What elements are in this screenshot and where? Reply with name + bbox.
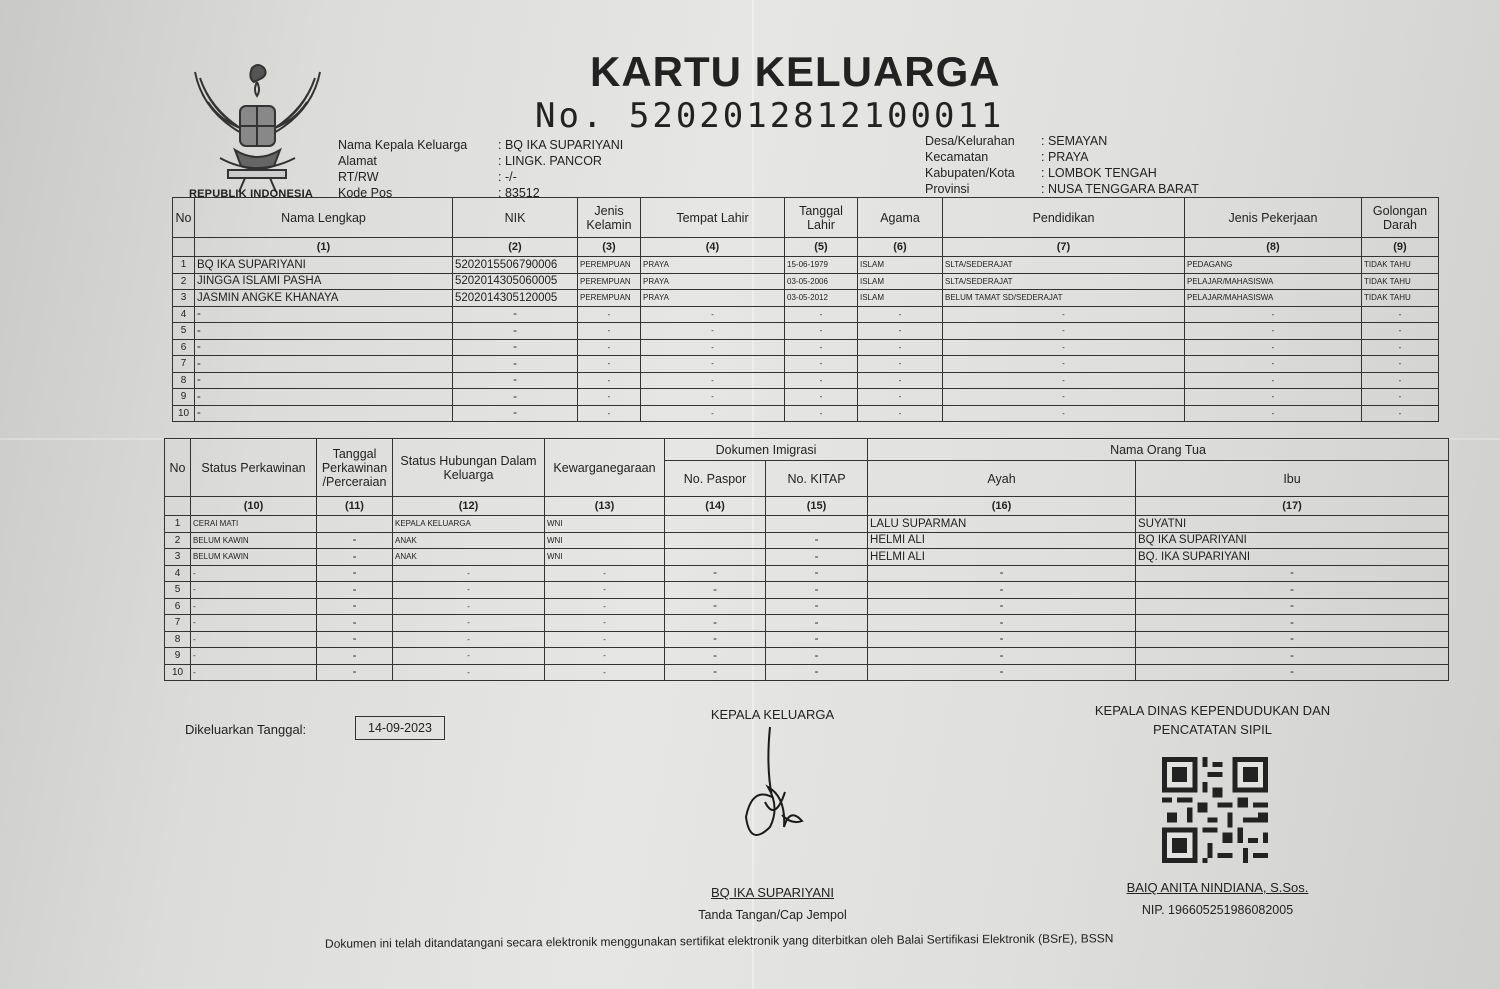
family-status-table — [164, 438, 1449, 681]
status-row — [165, 532, 1449, 549]
table-cell: LALU SUPARMAN — [868, 516, 1136, 533]
table-cell: SLTA/SEDERAJAT — [943, 257, 1185, 274]
table-cell: - — [943, 372, 1185, 389]
col-number: (11) — [317, 497, 393, 516]
row-number: 3 — [165, 549, 191, 566]
header-field: Provinsi : NUSA TENGGARA BARAT — [925, 182, 1199, 196]
table-cell: 5202014305060005 — [453, 273, 578, 290]
table-cell: BQ IKA SUPARIYANI — [195, 257, 453, 274]
col-header: Ayah — [868, 461, 1136, 497]
table-cell: ANAK — [393, 532, 545, 549]
row-number: 10 — [165, 664, 191, 681]
table-cell: - — [943, 405, 1185, 422]
member-row — [173, 290, 1439, 307]
table-cell: - — [858, 405, 943, 422]
row-number: 7 — [165, 615, 191, 632]
status-row — [165, 631, 1449, 648]
table-cell: - — [1136, 664, 1449, 681]
table-cell: - — [545, 648, 665, 665]
col-header: Status Perkawinan — [191, 439, 317, 497]
col-number: (16) — [868, 497, 1136, 516]
table-cell: ISLAM — [858, 290, 943, 307]
table-cell: - — [766, 615, 868, 632]
table-cell: - — [191, 582, 317, 599]
header-right — [925, 133, 1199, 197]
table-cell: - — [195, 339, 453, 356]
table-cell: - — [943, 339, 1185, 356]
col-header: No. KITAP — [766, 461, 868, 497]
table-cell: - — [868, 648, 1136, 665]
header-field: RT/RW : -/- — [338, 170, 517, 184]
table-cell: - — [195, 323, 453, 340]
table-cell: - — [393, 631, 545, 648]
table-cell: - — [766, 648, 868, 665]
table-cell: TIDAK TAHU — [1362, 290, 1439, 307]
table-cell: - — [943, 389, 1185, 406]
member-row — [173, 273, 1439, 290]
table-cell: - — [665, 565, 766, 582]
row-number: 10 — [173, 405, 195, 422]
document-number: No. 5202012812100011 — [535, 96, 1005, 136]
header-field: Nama Kepala Keluarga : BQ IKA SUPARIYANI — [338, 138, 624, 152]
table-cell: - — [785, 356, 858, 373]
issued-label: Dikeluarkan Tanggal: — [185, 722, 307, 737]
table-cell: - — [858, 306, 943, 323]
table-cell: PEDAGANG — [1185, 257, 1362, 274]
table-cell: - — [858, 372, 943, 389]
table-cell: - — [578, 306, 641, 323]
row-number: 1 — [173, 257, 195, 274]
member-row — [173, 306, 1439, 323]
row-number: 3 — [173, 290, 195, 307]
table-cell: - — [641, 339, 785, 356]
table-cell — [665, 549, 766, 566]
table-cell: - — [195, 356, 453, 373]
row-number: 2 — [173, 273, 195, 290]
col-number: (6) — [858, 238, 943, 257]
table-cell: - — [317, 598, 393, 615]
member-row — [173, 356, 1439, 373]
table-cell: 5202014305120005 — [453, 290, 578, 307]
table-cell: WNI — [545, 532, 665, 549]
row-number: 1 — [165, 516, 191, 533]
status-row — [165, 549, 1449, 566]
col-number: (4) — [641, 238, 785, 257]
header-field: Kode Pos : 83512 — [338, 186, 540, 200]
table-cell: - — [578, 356, 641, 373]
table-cell: - — [195, 306, 453, 323]
header-left — [338, 137, 623, 201]
row-number: 2 — [165, 532, 191, 549]
table-cell — [665, 516, 766, 533]
table-cell: - — [578, 372, 641, 389]
col-header: Ibu — [1136, 461, 1449, 497]
table-cell: - — [1362, 405, 1439, 422]
table-cell: SLTA/SEDERAJAT — [943, 273, 1185, 290]
table-cell: - — [766, 664, 868, 681]
issued-date: 14-09-2023 — [355, 716, 445, 740]
col-header: Kewarganegaraan — [545, 439, 665, 497]
table-cell: - — [545, 664, 665, 681]
table-cell: - — [766, 631, 868, 648]
table-cell: PELAJAR/MAHASISWA — [1185, 273, 1362, 290]
official-name: BAIQ ANITA NINDIANA, S.Sos. — [1126, 880, 1309, 895]
col-header: Nama Orang Tua — [868, 439, 1449, 461]
table-cell: - — [1185, 306, 1362, 323]
table-cell — [766, 516, 868, 533]
table-cell: - — [868, 615, 1136, 632]
table-cell: - — [665, 615, 766, 632]
member-row — [173, 339, 1439, 356]
table-cell: KEPALA KELUARGA — [393, 516, 545, 533]
table-cell: BELUM TAMAT SD/SEDERAJAT — [943, 290, 1185, 307]
col-header: Status Hubungan Dalam Keluarga — [393, 439, 545, 497]
row-number: 4 — [165, 565, 191, 582]
member-row — [173, 389, 1439, 406]
table-cell: - — [453, 323, 578, 340]
col-number: (12) — [393, 497, 545, 516]
table-cell: - — [785, 405, 858, 422]
status-row — [165, 648, 1449, 665]
table-cell: - — [578, 389, 641, 406]
table-cell: - — [1185, 356, 1362, 373]
table-cell: - — [195, 372, 453, 389]
status-row — [165, 582, 1449, 599]
col-header: Golongan Darah — [1362, 198, 1439, 238]
table-cell: - — [868, 664, 1136, 681]
family-head-signature — [735, 722, 815, 852]
table-cell: - — [868, 582, 1136, 599]
row-number: 8 — [173, 372, 195, 389]
table-cell: PRAYA — [641, 273, 785, 290]
footer-note: Dokumen ini telah ditandatangani secara elektronik menggunakan sertifikat elektronik yang diterbitkan oleh Balai Sertifikasi Elektronik (BSrE), BSSN — [324, 931, 1114, 951]
header-field: Alamat : LINGK. PANCOR — [338, 154, 602, 168]
qr-code — [1160, 757, 1270, 863]
col-number: (17) — [1136, 497, 1449, 516]
table-cell: - — [317, 565, 393, 582]
table-cell: - — [1185, 372, 1362, 389]
table-cell: - — [1362, 339, 1439, 356]
table-cell: - — [1185, 389, 1362, 406]
member-row — [173, 257, 1439, 274]
table-cell: - — [1185, 323, 1362, 340]
table-cell: - — [453, 372, 578, 389]
row-number: 6 — [173, 339, 195, 356]
table-cell: - — [943, 356, 1185, 373]
table-cell: - — [641, 389, 785, 406]
table-cell: - — [785, 389, 858, 406]
table-cell: - — [1136, 582, 1449, 599]
table-cell: - — [665, 598, 766, 615]
col-number: (5) — [785, 238, 858, 257]
status-row — [165, 516, 1449, 533]
table-cell: - — [393, 598, 545, 615]
table-cell: - — [317, 615, 393, 632]
table-cell: - — [191, 565, 317, 582]
table-cell: - — [545, 615, 665, 632]
table-cell: PEREMPUAN — [578, 290, 641, 307]
col-number: (1) — [195, 238, 453, 257]
table-cell: - — [641, 405, 785, 422]
table-cell: - — [1362, 306, 1439, 323]
table-cell: BELUM KAWIN — [191, 549, 317, 566]
table-cell: - — [1136, 615, 1449, 632]
table-cell: - — [766, 532, 868, 549]
table-cell: - — [317, 631, 393, 648]
table-cell: JINGGA ISLAMI PASHA — [195, 273, 453, 290]
col-header: Jenis Pekerjaan — [1185, 198, 1362, 238]
col-header: Tanggal Lahir — [785, 198, 858, 238]
table-cell: - — [1362, 372, 1439, 389]
table-cell: - — [195, 389, 453, 406]
col-header: Pendidikan — [943, 198, 1185, 238]
col-header: Jenis Kelamin — [578, 198, 641, 238]
table-cell: - — [191, 648, 317, 665]
table-cell: - — [453, 306, 578, 323]
col-header: Tempat Lahir — [641, 198, 785, 238]
table-cell: - — [766, 549, 868, 566]
table-cell: - — [1185, 339, 1362, 356]
garuda-emblem — [190, 58, 325, 198]
family-members-table — [172, 197, 1439, 422]
table-cell: - — [393, 582, 545, 599]
table-cell: TIDAK TAHU — [1362, 273, 1439, 290]
table-cell: - — [766, 565, 868, 582]
col-number: (9) — [1362, 238, 1439, 257]
table-cell: - — [665, 664, 766, 681]
table-cell: - — [766, 598, 868, 615]
table-cell: - — [858, 389, 943, 406]
official-title: PENCATATAN SIPIL — [1153, 722, 1272, 737]
official-title: KEPALA DINAS KEPENDUDUKAN DAN — [1094, 703, 1331, 718]
col-header: Nama Lengkap — [195, 198, 453, 238]
table-cell: - — [1136, 598, 1449, 615]
col-header: NIK — [453, 198, 578, 238]
row-number: 8 — [165, 631, 191, 648]
col-number — [173, 238, 195, 257]
table-cell: - — [191, 664, 317, 681]
table-cell: BQ. IKA SUPARIYANI — [1136, 549, 1449, 566]
table-cell: PELAJAR/MAHASISWA — [1185, 290, 1362, 307]
table-cell: - — [545, 582, 665, 599]
col-header: Agama — [858, 198, 943, 238]
status-row — [165, 565, 1449, 582]
table-cell: - — [665, 582, 766, 599]
family-head-title: KEPALA KELUARGA — [710, 707, 835, 722]
table-cell: 03-05-2012 — [785, 290, 858, 307]
table-cell: - — [1136, 648, 1449, 665]
table-cell: - — [393, 664, 545, 681]
table-cell: HELMI ALI — [868, 532, 1136, 549]
header-field: Kabupaten/Kota : LOMBOK TENGAH — [925, 166, 1157, 180]
row-number: 5 — [173, 323, 195, 340]
table-cell: - — [943, 306, 1185, 323]
table-cell: PRAYA — [641, 257, 785, 274]
row-number: 4 — [173, 306, 195, 323]
table-cell: - — [453, 389, 578, 406]
table-cell: 5202015506790006 — [453, 257, 578, 274]
table-cell: - — [785, 339, 858, 356]
row-number: 5 — [165, 582, 191, 599]
table-cell: - — [393, 565, 545, 582]
table-cell: - — [545, 631, 665, 648]
member-row — [173, 323, 1439, 340]
table-cell: WNI — [545, 549, 665, 566]
table-cell: - — [858, 323, 943, 340]
table-cell: SUYATNI — [1136, 516, 1449, 533]
col-number: (10) — [191, 497, 317, 516]
table-cell: - — [1185, 405, 1362, 422]
table-cell: BQ IKA SUPARIYANI — [1136, 532, 1449, 549]
table-cell: - — [191, 598, 317, 615]
col-header: No — [165, 439, 191, 497]
col-header: No. Paspor — [665, 461, 766, 497]
table-cell — [665, 532, 766, 549]
table-cell: - — [641, 356, 785, 373]
table-cell: - — [1136, 631, 1449, 648]
table-cell: CERAI MATI — [191, 516, 317, 533]
col-header: Dokumen Imigrasi — [665, 439, 868, 461]
table-cell: - — [393, 615, 545, 632]
table-cell: - — [665, 648, 766, 665]
table-cell: - — [641, 372, 785, 389]
table-cell: - — [317, 664, 393, 681]
table-cell: - — [393, 648, 545, 665]
member-row — [173, 372, 1439, 389]
table-cell: - — [317, 582, 393, 599]
table-cell: - — [1362, 356, 1439, 373]
table-cell: - — [545, 565, 665, 582]
table-cell: - — [785, 323, 858, 340]
table-cell: - — [317, 648, 393, 665]
table-cell: - — [766, 582, 868, 599]
document-title: KARTU KELUARGA — [590, 48, 1001, 95]
table-cell: - — [665, 631, 766, 648]
status-row — [165, 664, 1449, 681]
table-cell: PRAYA — [641, 290, 785, 307]
row-number: 6 — [165, 598, 191, 615]
table-cell: - — [868, 631, 1136, 648]
table-cell: - — [858, 356, 943, 373]
table-cell: - — [545, 598, 665, 615]
table-cell: - — [578, 405, 641, 422]
table-cell: JASMIN ANGKE KHANAYA — [195, 290, 453, 307]
table-cell: - — [641, 306, 785, 323]
family-head-name: BQ IKA SUPARIYANI — [710, 885, 835, 900]
col-number — [165, 497, 191, 516]
table-cell: TIDAK TAHU — [1362, 257, 1439, 274]
table-cell: - — [453, 339, 578, 356]
table-cell: - — [453, 405, 578, 422]
row-number: 9 — [165, 648, 191, 665]
table-cell — [317, 516, 393, 533]
table-cell: - — [943, 323, 1185, 340]
table-cell: - — [858, 339, 943, 356]
table-cell: - — [453, 356, 578, 373]
row-number: 9 — [173, 389, 195, 406]
header-field: Desa/Kelurahan : SEMAYAN — [925, 134, 1108, 148]
col-number: (13) — [545, 497, 665, 516]
col-number: (15) — [766, 497, 868, 516]
emblem-caption: REPUBLIK INDONESIA — [189, 188, 313, 200]
table-cell: - — [785, 306, 858, 323]
status-row — [165, 598, 1449, 615]
table-cell: - — [191, 615, 317, 632]
table-cell: - — [641, 323, 785, 340]
table-cell: WNI — [545, 516, 665, 533]
header-field: Kecamatan : PRAYA — [925, 150, 1089, 164]
family-head-caption: Tanda Tangan/Cap Jempol — [698, 908, 847, 922]
table-cell: PEREMPUAN — [578, 257, 641, 274]
col-header: Tanggal Perkawinan /Perceraian — [317, 439, 393, 497]
table-cell: - — [191, 631, 317, 648]
table-cell: 03-05-2006 — [785, 273, 858, 290]
table-cell: ISLAM — [858, 257, 943, 274]
col-number: (14) — [665, 497, 766, 516]
col-header: No — [173, 198, 195, 238]
table-cell: - — [1362, 389, 1439, 406]
table-cell: - — [1362, 323, 1439, 340]
table-cell: - — [578, 339, 641, 356]
table-cell: BELUM KAWIN — [191, 532, 317, 549]
status-row — [165, 615, 1449, 632]
col-number: (3) — [578, 238, 641, 257]
col-number: (2) — [453, 238, 578, 257]
table-cell: - — [868, 598, 1136, 615]
member-row — [173, 405, 1439, 422]
table-cell: - — [578, 323, 641, 340]
table-cell: PEREMPUAN — [578, 273, 641, 290]
table-cell: - — [868, 565, 1136, 582]
col-number: (8) — [1185, 238, 1362, 257]
table-cell: - — [317, 532, 393, 549]
row-number: 7 — [173, 356, 195, 373]
table-cell: - — [317, 549, 393, 566]
table-cell: - — [785, 372, 858, 389]
table-cell: ISLAM — [858, 273, 943, 290]
table-cell: ANAK — [393, 549, 545, 566]
table-cell: 15-06-1979 — [785, 257, 858, 274]
table-cell: - — [195, 405, 453, 422]
table-cell: HELMI ALI — [868, 549, 1136, 566]
table-cell: - — [1136, 565, 1449, 582]
col-number: (7) — [943, 238, 1185, 257]
official-nip: NIP. 196605251986082005 — [1141, 903, 1294, 917]
